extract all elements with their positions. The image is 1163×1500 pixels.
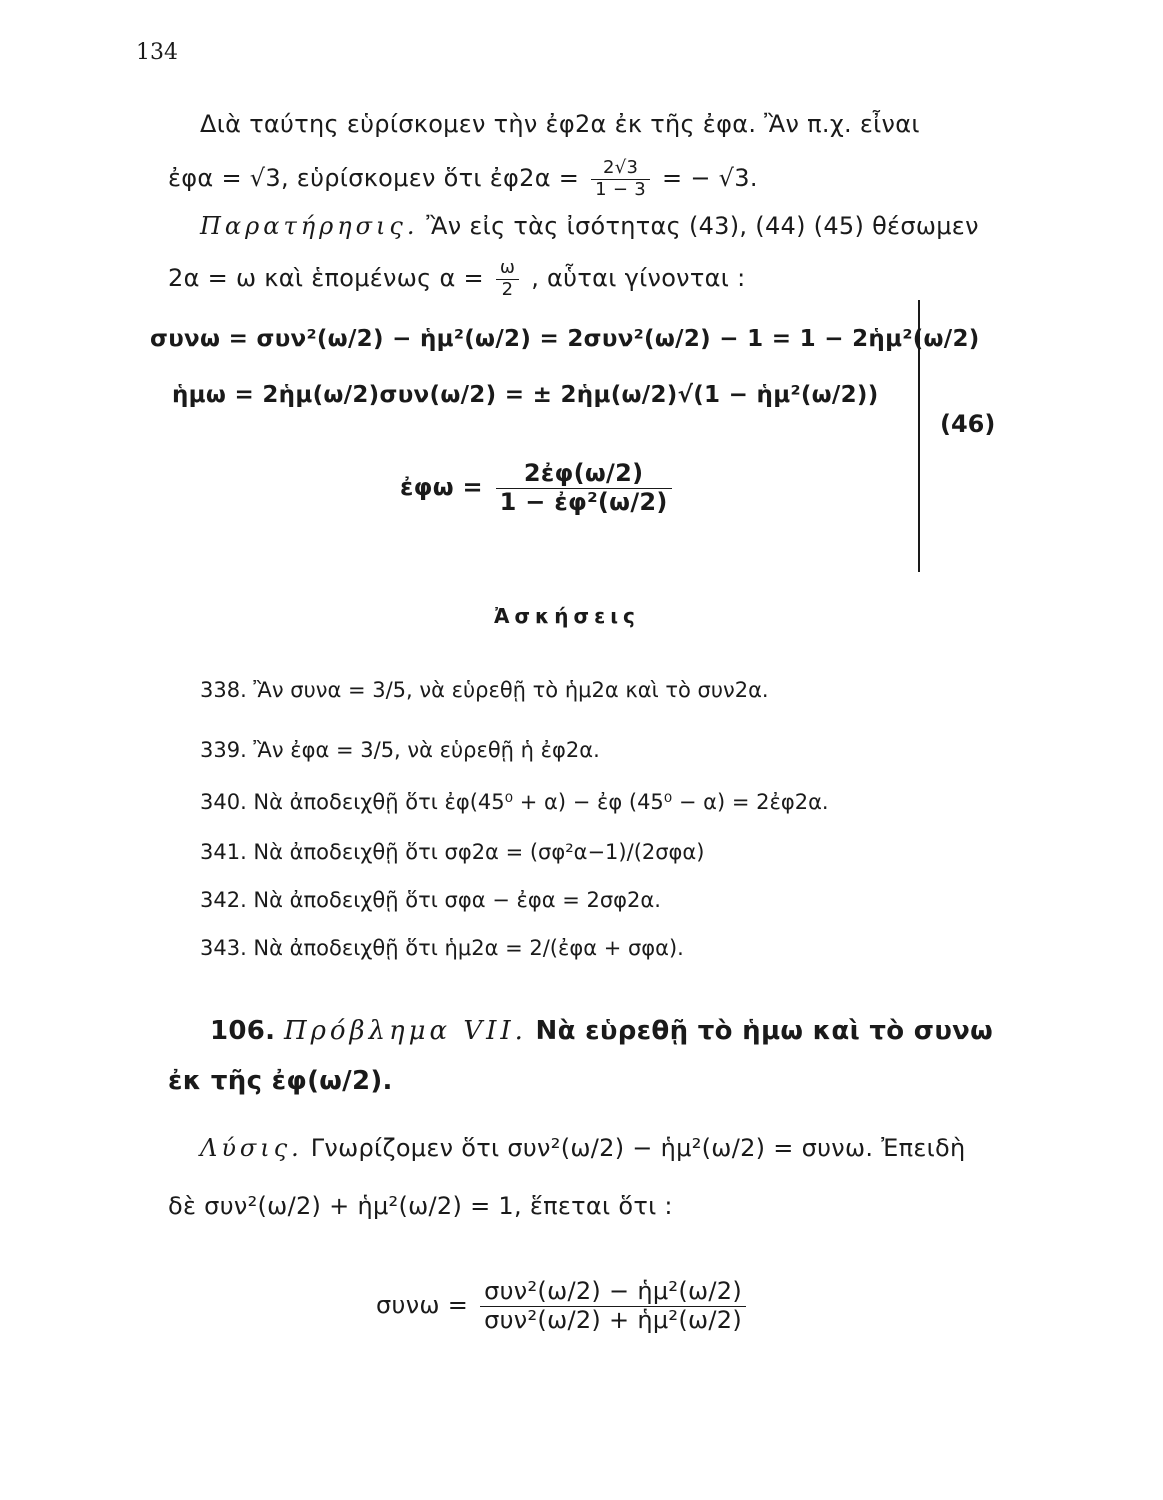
problem-number: 106.: [210, 1016, 276, 1046]
intro-line-2: [168, 158, 758, 200]
problem-statement-2: ἐκ τῆς ἐφ(ω/2).: [168, 1066, 393, 1096]
intro-fraction-den: 1 − 3: [595, 178, 647, 200]
formula-brace: [918, 300, 942, 572]
page-number: 134: [136, 40, 178, 65]
equation-number: (46): [940, 410, 996, 438]
intro-fraction-num: 2√3: [591, 158, 650, 180]
intro-line-1: Διὰ ταύτης εὑρίσκομεν τὴν ἐφ2α ἐκ τῆς ἐφα. Ἂν π.χ. εἶναι: [200, 110, 920, 138]
solution-label: Λύσις.: [200, 1134, 303, 1162]
exercise-342: 342. Νὰ ἀποδειχθῇ ὅτι σφα − ἐφα = 2σφ2α.: [200, 888, 661, 912]
intro-fraction: [591, 158, 650, 200]
problem-label: Πρόβλημα VII.: [283, 1016, 527, 1046]
exercise-343: 343. Νὰ ἀποδειχθῇ ὅτι ἡμ2α = 2/(ἐφα + σφα).: [200, 936, 684, 960]
final-formula-lhs: συνω =: [376, 1291, 469, 1320]
exercise-339: 339. Ἂν ἐφα = 3/5, νὰ εὑρεθῇ ἡ ἐφ2α.: [200, 738, 600, 762]
remark-text-2a: 2α = ω καὶ ἑπομένως α =: [168, 264, 484, 293]
formula-tan: [400, 460, 676, 516]
solution-line-2: δὲ συν²(ω/2) + ἡμ²(ω/2) = 1, ἕπεται ὅτι :: [168, 1192, 673, 1220]
remark-fraction-num: ω: [496, 258, 519, 280]
remark-text-1: Ἂν εἰς τὰς ἰσότητας (43), (44) (45) θέσωμεν: [426, 212, 979, 240]
formula-tan-num: 2ἐφ(ω/2): [496, 460, 672, 489]
formula-tan-den: 1 − ἐφ²(ω/2): [499, 487, 668, 516]
formula-tan-lhs: ἐφω =: [400, 473, 483, 502]
formula-sin: ἡμω = 2ἡμ(ω/2)συν(ω/2) = ± 2ἡμ(ω/2)√(1 − ἡμ²(ω/2)): [172, 382, 879, 408]
problem-statement-1: Νὰ εὑρεθῇ τὸ ἡμω καὶ τὸ συνω: [535, 1016, 994, 1046]
remark-fraction-den: 2: [501, 278, 514, 300]
intro-line-2-start: ἐφα = √3, εὑρίσκομεν ὅτι ἐφ2α =: [168, 164, 580, 193]
exercise-341: 341. Νὰ ἀποδειχθῇ ὅτι σφ2α = (σφ²α−1)/(2σφα): [200, 840, 705, 864]
remark-label: Παρατήρησις.: [200, 212, 419, 240]
solution-line-1: [200, 1134, 966, 1162]
intro-line-2-end: = − √3.: [661, 164, 758, 193]
problem-heading: [210, 1016, 993, 1046]
remark-text-2b: , αὗται γίνονται :: [531, 264, 746, 293]
exercise-340: 340. Νὰ ἀποδειχθῇ ὅτι ἐφ(45⁰ + α) − ἐφ (45⁰ − α) = 2ἐφ2α.: [200, 790, 829, 814]
final-formula: [376, 1278, 750, 1334]
remark-fraction: [496, 258, 519, 300]
final-formula-den: συν²(ω/2) + ἡμ²(ω/2): [484, 1305, 743, 1334]
formula-cos: συνω = συν²(ω/2) − ἡμ²(ω/2) = 2συν²(ω/2) − 1 = 1 − 2ἡμ²(ω/2): [150, 326, 980, 352]
exercise-338: 338. Ἂν συνα = 3/5, νὰ εὑρεθῇ τὸ ἡμ2α καὶ τὸ συν2α.: [200, 678, 769, 702]
remark-line-1: [200, 212, 979, 240]
final-formula-fraction: [480, 1278, 746, 1334]
final-formula-num: συν²(ω/2) − ἡμ²(ω/2): [480, 1278, 746, 1307]
exercises-title: Ἀσκήσεις: [494, 604, 640, 628]
solution-text-1: Γνωρίζομεν ὅτι συν²(ω/2) − ἡμ²(ω/2) = συνω. Ἐπειδὴ: [310, 1134, 966, 1162]
formula-tan-fraction: [496, 460, 672, 516]
remark-line-2: [168, 258, 746, 300]
